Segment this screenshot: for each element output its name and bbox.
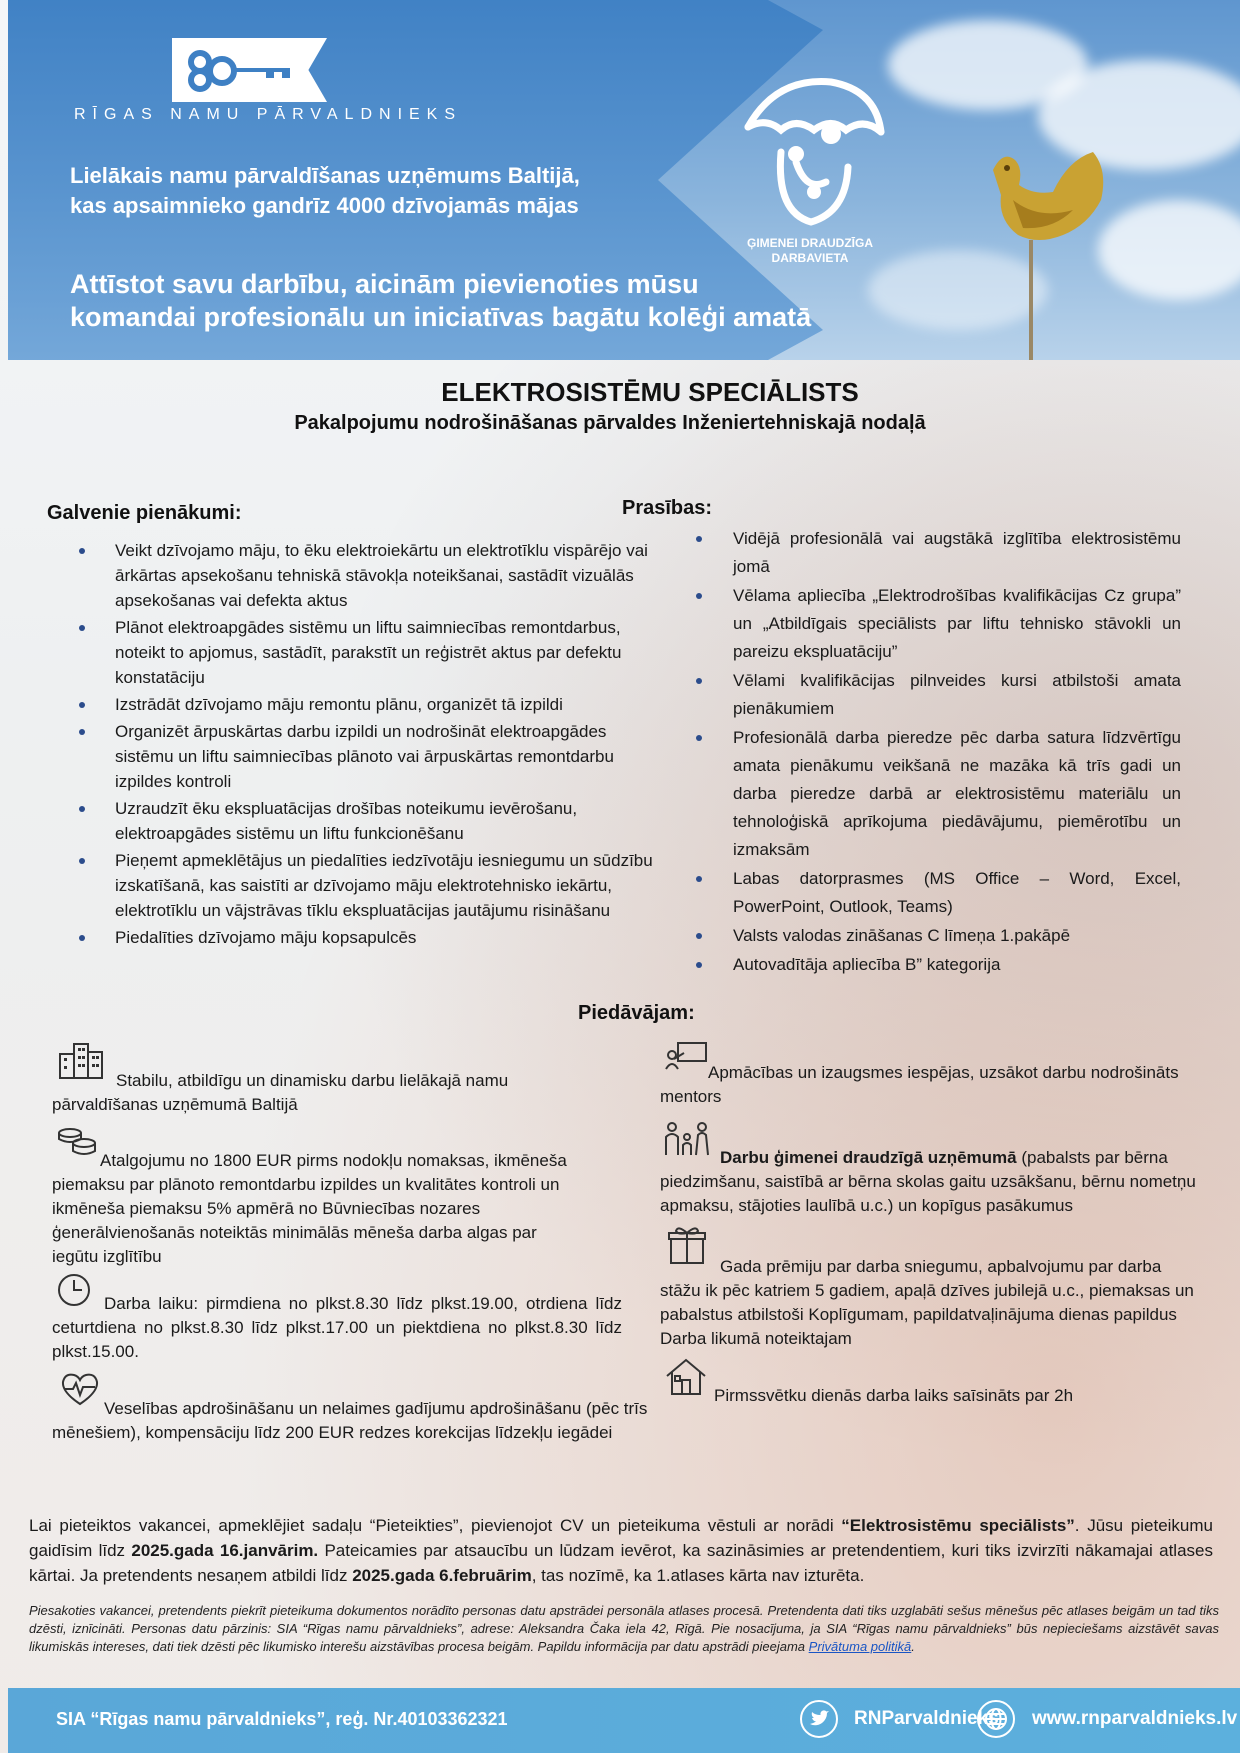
tagline-line-1: Lielākais namu pārvaldīšanas uzņēmums Baltijā, [70, 163, 580, 188]
offer-insurance-text: Veselības apdrošināšanu un nelaimes gadījumu apdrošināšanu (pēc trīs mēnešiem), kompensāciju līdz 200 EUR redzes korekcijas līdzekļu iegādei [52, 1399, 648, 1442]
privacy-end: . [911, 1639, 915, 1654]
duty-item: Pieņemt apmeklētājus un piedalīties iedzīvotāju iesniegumu un sūdzību izskatīšanā, kas saistīti ar dzīvojamo māju elektrotehnisko iekārtu, elektrotīklu un vājstrāvas tīklu ekspluatācijas jautājumu risināšanu [115, 848, 660, 923]
requirement-item: Labas datorprasmes (MS Office – Word, Excel, PowerPoint, Outlook, Teams) [733, 865, 1181, 921]
duty-item: Izstrādāt dzīvojamo māju remontu plānu, organizēt tā izpildi [115, 692, 660, 717]
requirements-heading: Prasības: [622, 497, 713, 519]
offer-bonus [660, 1255, 1200, 1351]
company-name: RĪGAS NAMU PĀRVALDNIEKS [74, 106, 463, 123]
key-logo-icon [172, 38, 327, 102]
apply-deadline: 2025.gada 16.janvārim. [131, 1541, 319, 1560]
twitter-icon[interactable] [800, 1700, 838, 1738]
duty-item: Organizēt ārpuskārtas darbu izpildi un nodrošināt elektroapgādes sistēmu un liftu saimniecības plānoto vai ārpuskārtas remontdarbu izpildes kontroli [115, 719, 660, 794]
offer-salary-text: Atalgojumu no 1800 EUR pirms nodokļu nomaksas, ikmēneša piemaksu par plānoto remontdarbu izpildes un kvalitātes kontroli un ikmēneša piemaksu 5% apmērā no Būvniecības nozares ģenerālvienošanās noteiktās minimālās mēneša darba algas par iegūtu izglītību [52, 1151, 567, 1266]
offers-heading: Piedāvājam: [578, 1002, 695, 1024]
offer-bonus-text: Gada prēmiju par darba sniegumu, apbalvojumu par darba stāžu ik pēc katriem 5 gadiem, apaļā dzīves jubilejā u.c., piemaksas un pabalstus atbilstoši Koplīgumam, papildatvaļinājuma dienas papildus Darba likumā noteiktajam [660, 1257, 1194, 1348]
apply-reply-date: 2025.gada 6.februārim [352, 1566, 532, 1585]
globe-icon[interactable] [977, 1700, 1015, 1738]
offer-family-bold: Darbu ģimenei draudzīgā uzņēmumā [720, 1148, 1017, 1167]
privacy-policy-link[interactable]: Privātuma politikā [808, 1639, 912, 1654]
company-registration: SIA “Rīgas namu pārvaldnieks”, reģ. Nr.40103362321 [56, 1709, 508, 1729]
tagline-line-2: kas apsaimnieko gandrīz 4000 dzīvojamās mājas [70, 193, 579, 218]
twitter-bird-icon [802, 1702, 836, 1736]
duties-list [115, 538, 660, 952]
footer-bar [8, 1688, 1240, 1753]
offer-working-hours [52, 1292, 622, 1364]
invitation-line-2: komandai profesionālu un iniciatīvas bagātu kolēģi amatā [70, 302, 812, 332]
requirement-item: Autovadītāja apliecība B” kategorija [733, 951, 1181, 979]
job-title: ELEKTROSISTĒMU SPECIĀLISTS [441, 377, 859, 407]
duty-item: Plānot elektroapgādes sistēmu un liftu saimniecības remontdarbus, noteikt to apjomus, sastādīt, parakstīt un reģistrēt aktus par defektu konstatāciju [115, 615, 660, 690]
requirement-item: Vēlama apliecība „Elektrodrošības kvalifikācijas Cz grupa” un „Atbildīgais speciālists par liftu tehnisko stāvokli un pareizu ekspluatāciju” [733, 582, 1181, 666]
apply-position: “Elektrosistēmu speciālists” [841, 1516, 1075, 1535]
duty-item: Piedalīties dzīvojamo māju kopsapulcēs [115, 925, 660, 950]
offer-insurance [52, 1397, 652, 1445]
duty-item: Veikt dzīvojamo māju, to ēku elektroiekārtu un elektrotīklu vispārējo vai ārkārtas apsekošanu tehniskā stāvokļa noteikšanai, sastādīt vizuālās apsekošanas vai defekta aktus [115, 538, 660, 613]
website-link[interactable]: www.rnparvaldnieks.lv [1032, 1708, 1238, 1729]
apply-text-1: Lai pieteiktos vakancei, apmeklējiet sadaļu “Pieteikties”, pievienojot CV un pieteikuma vēstuli ar norādi [29, 1516, 842, 1535]
offer-stable-job-text: Stabilu, atbildīgu un dinamisku darbu lielākajā namu pārvaldīšanas uzņēmumā Baltijā [52, 1071, 509, 1114]
duties-heading: Galvenie pienākumi: [47, 502, 242, 524]
apply-text-2: . Jūsu pieteikumu gaidīsim līdz [29, 1516, 1213, 1560]
offer-family-friendly [660, 1146, 1200, 1218]
department-subtitle: Pakalpojumu nodrošināšanas pārvaldes Inženiertehniskajā nodaļā [294, 412, 926, 434]
header-banner [8, 0, 1240, 360]
offer-pre-holiday-text: Pirmssvētku dienās darba laiks saīsināts par 2h [714, 1386, 1074, 1405]
offer-working-hours-text: Darba laiku: pirmdiena no plkst.8.30 līdz plkst.19.00, otrdiena līdz ceturtdiena no plkst.8.30 līdz plkst.17.00 un piektdiena no plkst.8.30 līdz plkst.15.00. [52, 1294, 622, 1361]
privacy-text: Piesakoties vakancei, pretendents piekrīt pieteikuma dokumentos norādīto personas datu apstrādei personāla atlases procesā. Pretendenta dati tiks uzglabāti sešus mēnešus pēc atlases beigām un tad tiks dzēsti, iznīcināti. Personas datu pārzinis: SIA “Rīgas namu pārvaldnieks”, adrese: Aleksandra Čaka iela 42, Rīgā. Pie nosacījuma, ja SIA “Rīgas namu pārvaldnieks” būs nepieciešams aizstāvēt savas likumiskās intereses, dati tiek dzēsti pēc likumisko interešu aizstāvības procesa beigām. Papildu informācija par datu apstrādi pieejama [29, 1603, 1219, 1654]
offer-training [660, 1061, 1200, 1109]
apply-text-3: Pateicamies par atsaucību un lūdzam ievērot, ka sazināsimies ar pretendentiem, kuri tiks izvirzīti nākamajai atlases kārtai. Ja pretendents nesaņem atbildi līdz [29, 1541, 1213, 1585]
offer-stable-job [52, 1069, 612, 1117]
offer-pre-holiday-hours [660, 1384, 1200, 1408]
globe-symbol-icon [979, 1702, 1013, 1736]
duty-item: Uzraudzīt ēku ekspluatācijas drošības noteikumu ievērošanu, elektroapgādes sistēmu un liftu funkcionēšanu [115, 796, 660, 846]
offer-salary [52, 1149, 572, 1269]
offer-family-text: (pabalsts par bērna piedzimšanu, saistībā ar bērna skolas gaitu uzsākšanu, bērnu nometņu apmaksu, stājoties laulībā u.c.) un kopīgus pasākumus [660, 1148, 1196, 1215]
invitation-line-1: Attīstot savu darbību, aicinām pievienoties mūsu [70, 269, 699, 299]
requirement-item: Valsts valodas zināšanas C līmeņa 1.pakāpē [733, 922, 1181, 950]
requirement-item: Profesionālā darba pieredze pēc darba satura līdzvērtīgu amata pienākumu veikšanā ne mazāka kā trīs gadi un darba pieredze darbā ar elektrosistēmu materiālu un tehnoloģiskā aprīkojuma piedāvājumu, piemērotību un izmaksām [733, 724, 1181, 864]
rooster-weathervane [983, 140, 1113, 360]
requirement-item: Vidējā profesionālā vai augstākā izglītība elektrosistēmu jomā [733, 525, 1181, 581]
apply-instructions [29, 1513, 1213, 1588]
twitter-handle[interactable]: RNParvaldnieks [854, 1708, 999, 1729]
family-badge-caption [730, 236, 890, 266]
privacy-notice [29, 1602, 1219, 1656]
company-logo[interactable] [172, 38, 327, 102]
requirement-item: Vēlami kvalifikācijas pilnveides kursi atbilstoši amata pienākumiem [733, 667, 1181, 723]
badge-line-1: ĢIMENEI DRAUDZĪGA [747, 236, 873, 250]
badge-line-2: DARBAVIETA [771, 251, 849, 265]
offer-training-text: Apmācības un izaugsmes iespējas, uzsākot darbu nodrošināts mentors [660, 1063, 1179, 1106]
requirements-list [733, 525, 1181, 980]
apply-text-4: , tas nozīmē, ka 1.atlases kārta nav izturēta. [531, 1566, 865, 1585]
